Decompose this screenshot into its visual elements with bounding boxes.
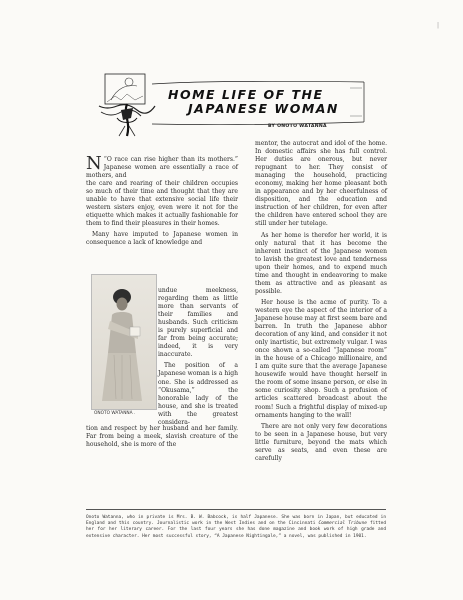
- article-byline: BY ONOTO WATANNA: [268, 124, 327, 129]
- opening-paragraph: [86, 153, 238, 180]
- right-column: [255, 140, 387, 463]
- author-footnote: [86, 515, 386, 540]
- opening-lead-text: O race can rise higher than its mothers.” Japanese women are essentially a race of mothers, and: [86, 156, 238, 180]
- footnote-italic-title: Commercial Tribune: [318, 521, 367, 527]
- article-title-line1: HOME LIFE OF THE: [168, 87, 324, 102]
- photo-caption: ONOTO WATANNA .: [94, 411, 136, 416]
- footnote-rule: [86, 509, 386, 510]
- opening-paragraph-rest: the care and rearing of their children occupies so much of their time and thought that they are unable to have that extensive social life their western sisters enjoy, even were it not for the etiquette which makes it actually fashionable for them to find their pleasures in their homes.: [86, 180, 238, 228]
- page-mark: |: [437, 22, 440, 29]
- japanese-figure-illustration: [97, 66, 157, 138]
- paragraph-acme-of-purity: Her house is the acme of purity. To a western eye the aspect of the interior of a Japanese house may at first seem bare and barren. In truth the Japanese abhor decoration of any kind, and consider it not only inartistic, but extremely vulgar. I was once shown a so-called “Japanese room” in the house of a Chicago millionaire, and I am quite sure that the average Japanese housewife would have thought herself in the room of some insane person, or else in some curiosity shop. Such a profusion of articles scattered broadcast about the room! Such a frightful display of mixed-up ornaments hanging to the wall!: [255, 298, 387, 419]
- paragraph-imputed-top: Many have imputed to Japanese women in consequence a lack of knowledge and: [86, 231, 238, 247]
- paragraph-imputed-side: undue meekness, regarding them as little more than servants of their families and husbands. Such criticism is purely superficial and far from being accurate; indeed, it is very inaccurate.: [158, 287, 238, 359]
- author-photo-figure: [92, 275, 156, 409]
- paragraph-position-bottom: tion and respect by her husband and her family. Far from being a meek, slavish creature of the household, she is more of the: [86, 425, 238, 449]
- paragraph-position-side: The position of a Japanese woman is a high one. She is addressed as “Okusama,” the honorable lady of the house, and she is treated with the greatest considera-: [158, 362, 238, 426]
- left-column-beside-photo: [158, 287, 238, 427]
- paragraph-her-world: As her home is therefor her world, it is only natural that it has become the inherent instinct of the Japanese women to lavish the greatest love and tenderness upon their homes, and to expend much time and thought in endeavoring to make them as attractive and as pleasant as possible.: [255, 231, 387, 295]
- paragraph-mentor: mentor, the autocrat and idol of the home. In domestic affairs she has full control. Her duties are onerous, but never repugnant to her. They consist of managing the household, practicing economy, making her home pleasant both in appearance and by her cheerfulness of disposition, and the education and instruction of her children, for even after the children have entered school they are still under her tutelage.: [255, 140, 387, 228]
- drop-cap-letter: N: [86, 153, 102, 174]
- open-quote: “: [103, 156, 107, 163]
- footnote-text-start: Onoto Watanna, who in private is Mrs. B. W. Babcock, is half Japanese. She was born in Japan, but educated in England and this country. Journalistic work in the West Indies and on the Cincinnati: [86, 515, 386, 527]
- paragraph-few-decorations: There are not only very few decorations to be seen in a Japanese house, but very little furniture, beyond the mats which serve as seats, and even these are carefully: [255, 422, 387, 462]
- left-column-top: [86, 153, 238, 248]
- author-photo: [91, 274, 157, 410]
- article-title-line2: JAPANESE WOMAN: [188, 101, 339, 116]
- header-illustration: [97, 66, 157, 138]
- left-column-bottom: [86, 425, 238, 449]
- footnote-text-end: fitted her for her literary career. For the last four years she has done magazine and book work of high grade and extensive character. Her most successful story, “A Japanese Nightingale,” a novel, was published in 1901.: [86, 521, 387, 539]
